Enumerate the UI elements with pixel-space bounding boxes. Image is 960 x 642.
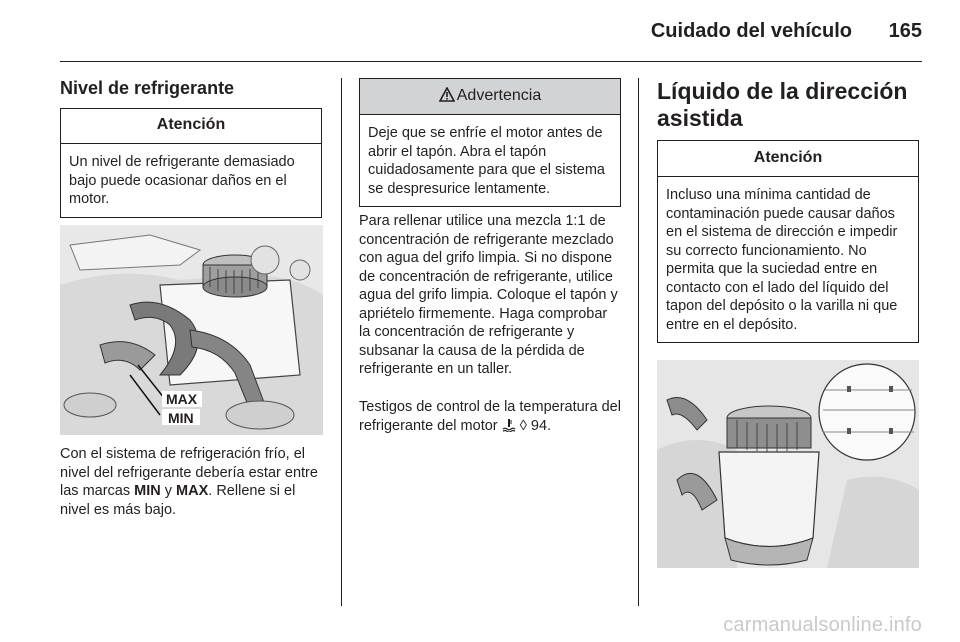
warning-title: Advertencia [456, 87, 542, 104]
coolant-reservoir-figure [60, 225, 323, 435]
power-steering-reservoir-figure [657, 360, 919, 568]
column-divider [638, 78, 639, 606]
watermark: carmanualsonline.info [723, 614, 922, 636]
paragraph-text: Con el sistema de refrigeración frío, el nivel del refrigerante debería estar entre las marcas [60, 446, 318, 499]
section-title: Cuidado del vehículo [650, 20, 852, 42]
paragraph-text: . Rellene si el nivel es más bajo. [60, 483, 296, 518]
coolant-temperature-icon [502, 418, 516, 438]
paragraph-text: Testigos de control de la temperatura del refrigerante del motor [359, 399, 621, 434]
column-power-steering [657, 78, 919, 343]
page-reference: 94. [530, 417, 552, 434]
min-mark-word: MIN [134, 483, 161, 499]
coolant-heading: Nivel de refrigerante [60, 78, 235, 98]
notice-title: Atención [61, 109, 321, 144]
column-coolant [60, 78, 322, 218]
paragraph-text: y [160, 483, 177, 499]
header-rule [60, 61, 922, 62]
warning-box [359, 78, 621, 207]
max-mark-label: MAX [166, 391, 198, 407]
page-header [0, 0, 960, 62]
min-mark-label: MIN [168, 410, 194, 426]
notice-title: Atención [658, 141, 918, 177]
warning-triangle-icon [439, 87, 455, 107]
coolant-level-paragraph [60, 445, 324, 519]
notice-box [657, 140, 919, 343]
notice-body: Un nivel de refrigerante demasiado bajo puede ocasionar daños en el motor. [69, 154, 295, 207]
notice-box [60, 108, 322, 218]
power-steering-reservoir-illustration [657, 360, 919, 568]
power-steering-heading: Líquido de la dirección asistida [657, 78, 908, 131]
column-divider [341, 78, 342, 606]
warning-body: Deje que se enfríe el motor antes de abrir el tapón. Abra el tapón cuidadosamente para que el sistema se despresurice lentamente. [368, 125, 605, 197]
refill-paragraph: Para rellenar utilice una mezcla 1:1 de concentración de refrigerante mezclado con agua del grifo limpia. Si no dispone de concentración de refrigerante, utilice agua del grifo limpia. Coloque el tapón y apriételo firmemente. Haga comprobar la concentración de refrigerante y subsanar la causa de la pérdida de refrigerante en un taller. [359, 213, 618, 377]
page-number: 165 [888, 20, 922, 42]
max-mark-word: MAX [176, 483, 209, 499]
page-reference-icon: ◊ [519, 417, 527, 434]
notice-body: Incluso una mínima cantidad de contaminación puede causar daños en el sistema de dirección e impedir su correcto funcionamiento. No permita que la suciedad entre en contacto con el lado del líquido del tapon del depósito o la varilla ni que entre en el depósito. [666, 187, 898, 333]
temperature-paragraph [359, 398, 621, 437]
warning-header [360, 79, 620, 115]
